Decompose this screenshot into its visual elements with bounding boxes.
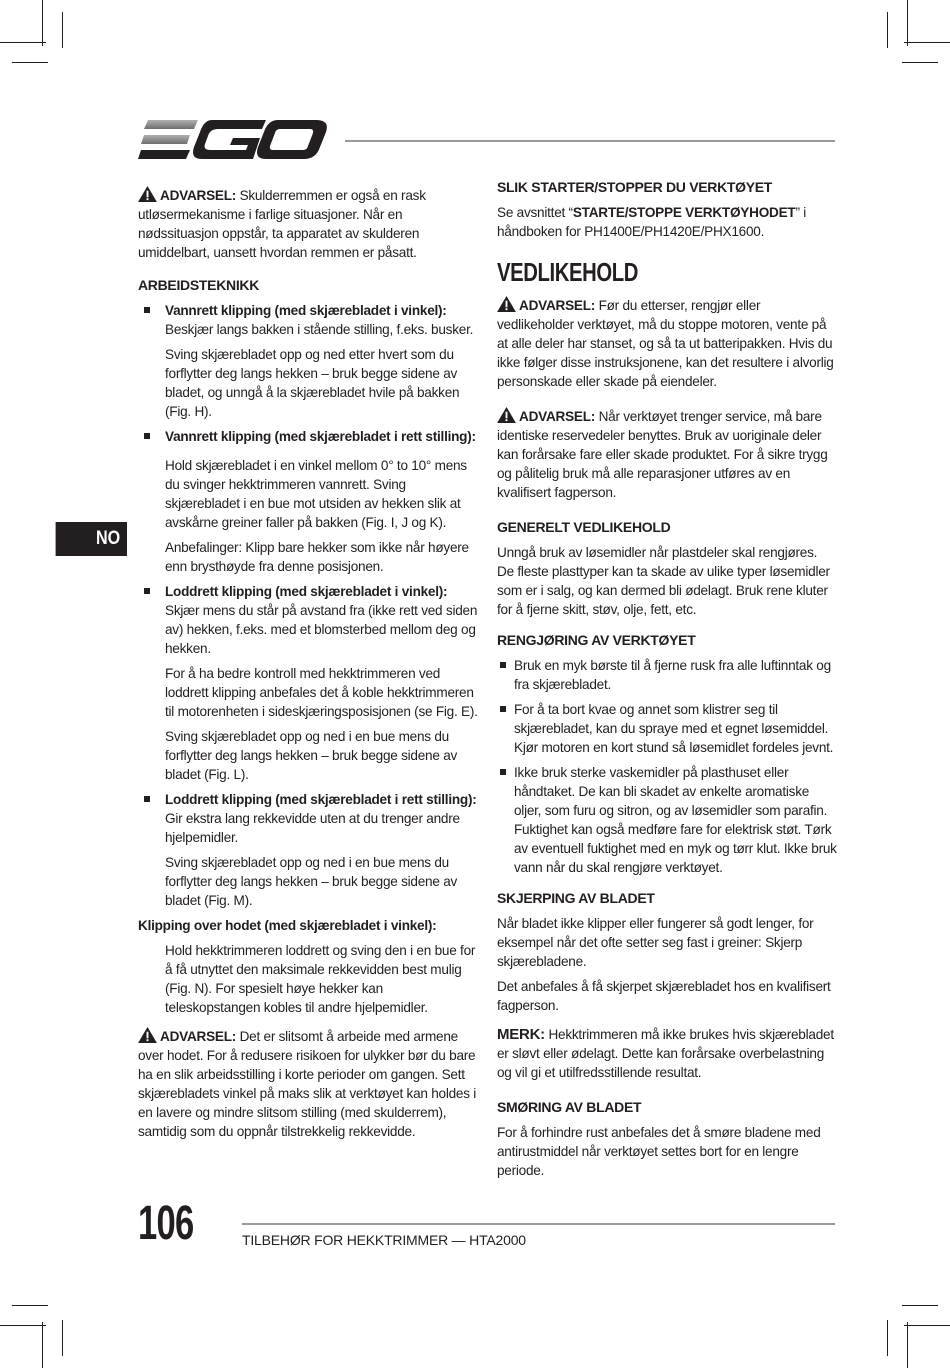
item-paragraph: Sving skjærebladet opp og ned i en bue mens du forflytter deg langs hekken – bruk begge sidene av bladet (Fig. L). — [165, 729, 458, 782]
warning-paragraph — [497, 407, 837, 502]
crop-mark — [887, 1320, 888, 1356]
footer-rule — [242, 1223, 835, 1225]
crop-mark — [12, 62, 48, 63]
warning-paragraph — [138, 1027, 478, 1141]
crop-mark — [42, 0, 43, 46]
crop-mark — [887, 12, 888, 48]
warning-label: ADVARSEL: — [160, 1029, 237, 1044]
list-item: Bruk en myk børste til å fjerne rusk fra alle luftinntak og fra skjærebladet. — [497, 656, 837, 694]
body-paragraph: For å forhindre rust anbefales det å smøre bladene med antirustmiddel når verktøyet settes bort for en lengre periode. — [497, 1125, 821, 1178]
warning-label: ADVARSEL: — [519, 298, 596, 313]
section-heading: ARBEIDSTEKNIKK — [138, 277, 260, 293]
warning-text: Det er slitsomt å arbeide med armene over hodet. For å redusere risikoen for ulykker bør du bare ha en slik arbeidsstilling i korte perioder om gangen. Sett skjærebladets vinkel på maks slik at verktøyet kan holdes i en lavere og mindre slitsom stilling (med skulderrem), samtidig som du oppnår tilstrekkelig rekkevidde. — [138, 1029, 477, 1139]
crop-mark — [907, 1322, 908, 1368]
item-title: Vannrett klipping (med skjærebladet i vinkel): — [165, 303, 447, 318]
item-paragraph: Sving skjærebladet opp og ned etter hvert som du forflytter deg langs hekken – bruk begge sidene av bladet, og unngå å la skjærebladet hvile på bakken (Fig. H). — [165, 347, 460, 419]
warning-paragraph — [138, 186, 478, 262]
ego-logo — [138, 118, 328, 162]
language-tab — [56, 522, 127, 556]
technique-list — [138, 582, 478, 658]
warning-text: Før du etterser, rengjør eller vedlikeholder verktøyet, må du stoppe motoren, vente på at alle deler har stanset, og så ta ut batteripakken. Hvis du ikke følger disse instruksjonene, kan det resultere i alvorlig personskade eller skade på eiendeler. — [497, 298, 834, 389]
section-heading: SLIK STARTER/STOPPER DU VERKTØYET — [497, 179, 773, 195]
start-text: Se avsnittet “ — [497, 205, 573, 220]
start-text-bold: STARTE/STOPPE VERKTØYHODET — [572, 205, 796, 220]
body-paragraph: Når bladet ikke klipper eller fungerer så godt lenger, for eksempel når det ofte setter seg fast i greiner: Skjerp skjærebladene. — [497, 916, 814, 969]
body-paragraph: Det anbefales å få skjerpet skjærebladet hos en kvalifisert fagperson. — [497, 979, 831, 1013]
warning-paragraph — [497, 296, 837, 391]
list-item — [138, 301, 478, 339]
start-text: ” i håndboken for PH1400E/PH1420E/PHX1600. — [497, 205, 807, 239]
start-paragraph — [497, 203, 837, 241]
list-item — [138, 582, 478, 658]
note-label: MERK: — [497, 1026, 545, 1043]
crop-mark — [904, 42, 950, 43]
item-title: Loddrett klipping (med skjærebladet i vinkel): — [165, 584, 448, 599]
left-column — [138, 186, 478, 1147]
list-item: Ikke bruk sterke vaskemidler på plasthuset eller håndtaket. De kan bli skadet av enkelte aromatiske oljer, som furu og sitron, og av løsemidler som parafin. Fuktighet kan også medføre fare for elektrisk støt. Tørk av eventuell fuktighet med en myk og tørr klut. Ikke bruk vann når du skal rengjøre verktøyet. — [497, 763, 837, 877]
crop-mark — [902, 62, 938, 63]
page-number: 106 — [138, 1197, 194, 1250]
body-paragraph: Unngå bruk av løsemidler når plastdeler skal rengjøres. De fleste plasttyper kan ta skade av ulike typer løsemidler som er i salg, og kan dermed bli ødelagt. Bruk rene kluter for å fjerne skitt, støv, olje, fett, etc. — [497, 545, 830, 617]
item-paragraph: Hold hekktrimmeren loddrett og sving den i en bue for å få utnyttet den maksimale rekkevidden best mulig (Fig. N). For spesielt høye hekker kan teleskopstangen kobles til andre hjelpemidler. — [165, 943, 476, 1015]
section-heading: GENERELT VEDLIKEHOLD — [497, 519, 671, 535]
item-paragraph: Sving skjærebladet opp og ned i en bue mens du forflytter deg langs hekken – bruk begge sidene av bladet (Fig. M). — [165, 855, 458, 908]
cleaning-list — [497, 656, 837, 877]
item-paragraph: Hold skjærebladet i en vinkel mellom 0° to 10° mens du svinger hekktrimmeren vannrett. Sving skjærebladet i en bue mot utsiden av hekken slik at avskårne greiner faller på bakken (Fig. I, J og K). — [165, 458, 467, 530]
item-paragraph: For å ha bedre kontroll med hekktrimmeren ved loddrett klipping anbefales det å koble hekktrimmeren til motorenheten i sideskjæringsposisjonen (se Fig. E). — [165, 666, 478, 719]
list-item: For å ta bort kvae og annet som klistrer seg til skjærebladet, kan du spraye med et egnet løsemiddel. Kjør motoren en kort stund så løsemidlet fordeles jevnt. — [497, 700, 837, 757]
item-title: Vannrett klipping (med skjærebladet i rett stilling): — [165, 429, 476, 444]
page-section-title: VEDLIKEHOLD — [497, 257, 639, 287]
warning-icon — [138, 186, 157, 202]
overhead-title: Klipping over hodet (med skjærebladet i vinkel): — [138, 918, 437, 933]
crop-mark — [42, 1322, 43, 1368]
warning-icon — [497, 407, 516, 423]
note-text: Hekktrimmeren må ikke brukes hvis skjærebladet er sløvt eller ødelagt. Dette kan forårsake overbelastning og vil gi et utilfredsstillende resultat. — [497, 1027, 834, 1080]
crop-mark — [902, 1305, 938, 1306]
list-item — [138, 427, 478, 446]
technique-list — [138, 301, 478, 339]
language-tab-label: NO — [95, 528, 121, 549]
header-rule — [345, 140, 835, 142]
warning-label: ADVARSEL: — [519, 409, 596, 424]
crop-mark — [62, 1320, 63, 1356]
warning-icon — [138, 1027, 157, 1043]
section-heading: RENGJØRING AV VERKTØYET — [497, 632, 696, 648]
warning-label: ADVARSEL: — [160, 188, 237, 203]
note-paragraph — [497, 1025, 837, 1082]
crop-mark — [904, 1325, 950, 1326]
list-item — [138, 790, 478, 847]
crop-mark — [12, 1305, 48, 1306]
item-text: Beskjær langs bakken i stående stilling, f.eks. busker. — [165, 322, 474, 337]
technique-list — [138, 427, 478, 446]
section-heading: SKJERPING AV BLADET — [497, 890, 655, 906]
technique-list — [138, 790, 478, 847]
warning-text: Skulderremmen er også en rask utløsermekanisme i farlige situasjoner. Når en nødssituasjon oppstår, ta apparatet av skulderen umiddelbart, uansett hvordan remmen er påsatt. — [138, 188, 426, 260]
crop-mark — [62, 12, 63, 48]
item-paragraph: Anbefalinger: Klipp bare hekker som ikke når høyere enn brysthøyde fra denne posisjonen. — [165, 540, 469, 574]
warning-icon — [497, 296, 516, 312]
crop-mark — [0, 42, 46, 43]
section-heading: SMØRING AV BLADET — [497, 1099, 642, 1115]
warning-text: Når verktøyet trenger service, må bare identiske reservedeler benyttes. Bruk av uoriginale deler kan forårsake fare eller skade produktet. For å sikre trygg og pålitelig bruk må alle reparasjoner utføres av en kvalifisert fagperson. — [497, 409, 828, 500]
item-text: Skjær mens du står på avstand fra (ikke rett ved siden av) hekken, f.eks. med et blomsterbed mellom deg og hekken. — [165, 603, 478, 656]
crop-mark — [0, 1325, 46, 1326]
crop-mark — [907, 0, 908, 46]
item-text: Gir ekstra lang rekkevidde uten at du trenger andre hjelpemidler. — [165, 811, 460, 845]
right-column — [497, 178, 837, 1186]
item-title: Loddrett klipping (med skjærebladet i rett stilling): — [165, 792, 477, 807]
footer-title: TILBEHØR FOR HEKKTRIMMER — HTA2000 — [242, 1232, 526, 1248]
